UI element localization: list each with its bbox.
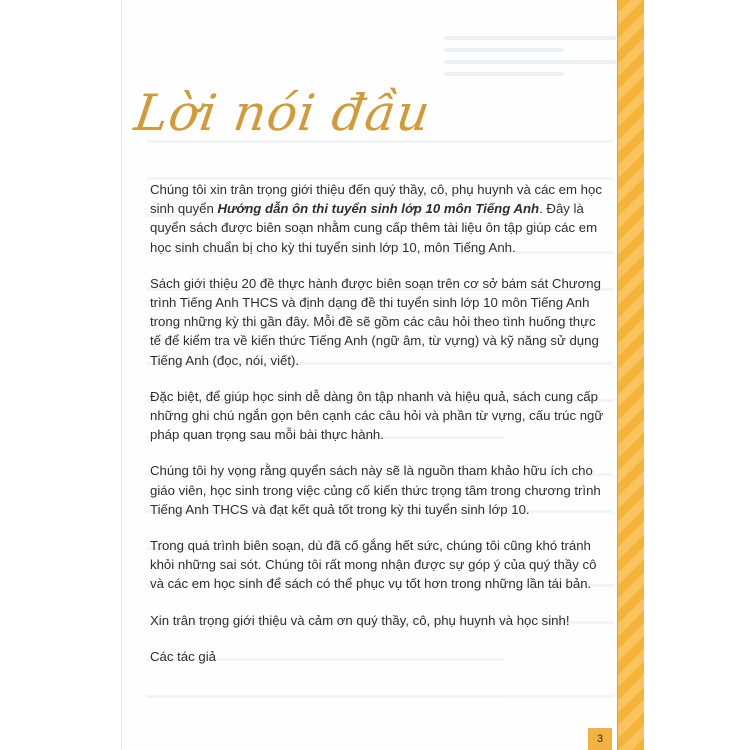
- paragraph-2: Sách giới thiệu 20 đề thực hành được biên soạn trên cơ sở bám sát Chương trình Tiếng Anh THCS và định dạng đề thi tuyển sinh lớp 10 môn Tiếng Anh trong những kỳ thi gần đây. Mỗi đề sẽ gồm các câu hỏi theo tình huống thực tế để kiểm tra về kiến thức Tiếng Anh (ngữ âm, từ vựng) và kỹ năng sử dụng Tiếng Anh (đọc, nói, viết).: [150, 275, 601, 368]
- page-title: Lời nói đầu: [130, 84, 435, 142]
- book-page: [121, 0, 644, 750]
- paragraph-4: Chúng tôi hy vọng rằng quyển sách này sẽ là nguồn tham khảo hữu ích cho giáo viên, học sinh trong việc củng cố kiến thức trọng tâm trong chương trình Tiếng Anh THCS và đạt kết quả tốt trong kỳ thi tuyển sinh lớp 10.: [150, 463, 601, 517]
- paragraph-5: Trong quá trình biên soạn, dù đã cố gắng hết sức, chúng tôi cũng khó tránh khỏi những sai sót. Chúng tôi rất mong nhận được sự góp ý của quý thầy cô và các em học sinh để sách có thể phục vụ tốt hơn trong những lần tái bản.: [150, 538, 597, 592]
- paragraph-6: Xin trân trọng giới thiệu và cảm ơn quý thầy, cô, phụ huynh và học sinh!: [150, 612, 570, 628]
- reverse-side-bleed: [414, 28, 644, 148]
- paragraph-1: Chúng tôi xin trân trọng giới thiệu đến quý thầy, cô, phụ huynh và các em học sinh quyển Hướng dẫn ôn thi tuyển sinh lớp 10 môn Tiếng Anh. Đây là quyển sách được biên soạn nhằm cung cấp thêm tài liệu ôn tập giúp các em học sinh chuẩn bị cho kỳ thi tuyển sinh lớp 10, môn Tiếng Anh.: [150, 182, 602, 255]
- accent-stripe: [617, 0, 644, 750]
- page-number: 3: [588, 728, 612, 750]
- preface-body: [150, 180, 610, 683]
- signature: Các tác giả: [150, 648, 216, 664]
- paragraph-3: Đặc biệt, để giúp học sinh dễ dàng ôn tập nhanh và hiệu quả, sách cung cấp những ghi chú ngắn gọn bên cạnh các câu hỏi và phần từ vựng, cấu trúc ngữ pháp quan trọng sau mỗi bài thực hành.: [150, 388, 604, 443]
- book-title: Hướng dẫn ôn thi tuyển sinh lớp 10 môn Tiếng Anh: [217, 201, 540, 217]
